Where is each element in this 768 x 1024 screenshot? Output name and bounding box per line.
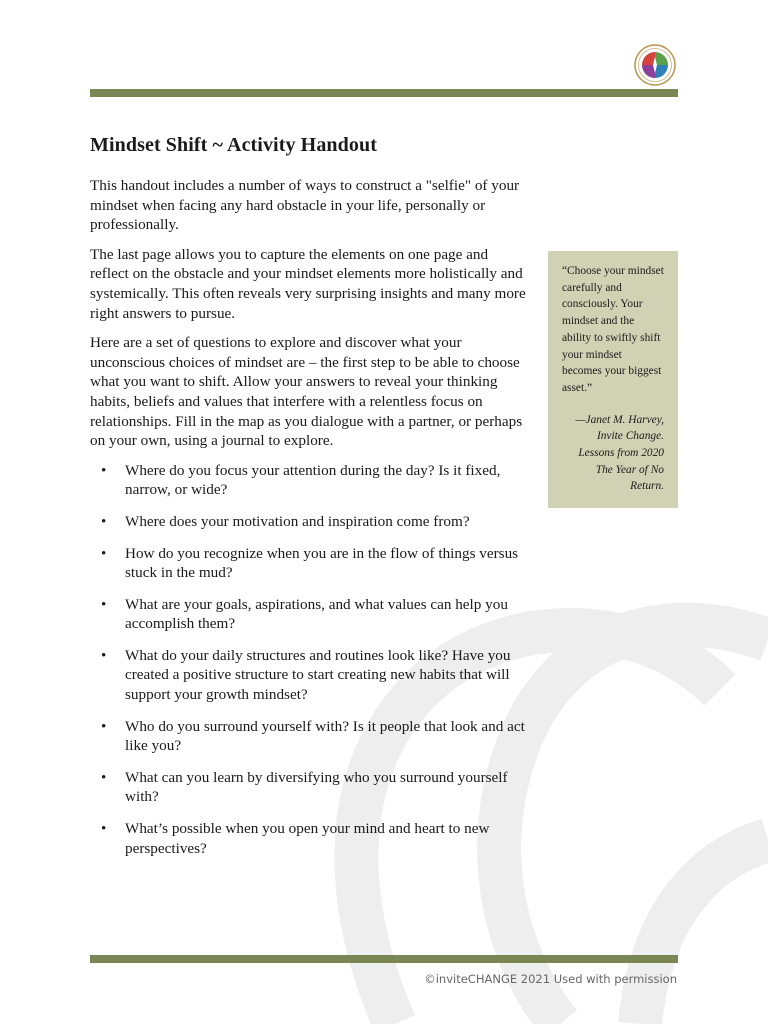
pull-quote-box <box>548 251 678 508</box>
bullet-icon: • <box>101 544 107 562</box>
bullet-icon: • <box>101 820 107 838</box>
quote-text: “Choose your mindset carefully and consciously. Your mindset and the ability to swiftly shift your mindset becomes your biggest asset.” <box>562 265 664 394</box>
questions-intro-paragraph: Here are a set of questions to explore and discover what your unconscious choices of mindset are – the first step to be able to choose what you want to shift. Allow your answers to reveal your thinking habits, beliefs and values that interfere with a relentless focus on relationships. Fill in the map as you dialogue with a partner, or perhaps on your own, using a journal to explore. <box>90 334 523 450</box>
page-title: Mindset Shift ~ Activity Handout <box>90 134 377 156</box>
bullet-icon: • <box>101 461 107 479</box>
footer-copyright: ©inviteCHANGE 2021 Used with permission <box>424 972 677 986</box>
question-text: Where do you focus your attention during the day? Is it fixed, narrow, or wide? <box>125 461 501 499</box>
question-text: What do your daily structures and routines look like? Have you created a positive structure to start creating new habits that will support your growth mindset? <box>125 646 511 704</box>
list-item <box>90 646 530 705</box>
bullet-icon: • <box>101 512 107 530</box>
quote-attribution: —Janet M. Harvey, Invite Change. Lessons from 2020 The Year of No Return. <box>575 413 664 493</box>
bullet-icon: • <box>101 595 107 613</box>
question-text: Who do you surround yourself with? Is it people that look and act like you? <box>125 717 525 755</box>
intro-paragraph: This handout includes a number of ways to construct a "selfie" of your mindset when facing any hard obstacle in your life, personally or professionally. <box>90 177 520 234</box>
bullet-icon: • <box>101 717 107 735</box>
bullet-icon: • <box>101 768 107 786</box>
question-text: How do you recognize when you are in the flow of things versus stuck in the mud? <box>125 544 519 582</box>
header-divider <box>90 89 678 97</box>
body-column <box>90 176 530 870</box>
question-list <box>90 461 530 859</box>
question-text: What can you learn by diversifying who you surround yourself with? <box>125 768 508 806</box>
question-text: What’s possible when you open your mind and heart to new perspectives? <box>125 820 490 857</box>
list-item <box>90 461 530 500</box>
last-page-paragraph: The last page allows you to capture the elements on one page and reflect on the obstacle and your mindset elements more holistically and systemically. This often reveals very surprising insights and many more right answers to pursue. <box>90 245 526 322</box>
list-item <box>90 819 530 858</box>
list-item <box>90 595 530 634</box>
list-item <box>90 512 530 532</box>
list-item <box>90 768 530 807</box>
bullet-icon: • <box>101 646 107 664</box>
list-item <box>90 717 530 756</box>
footer-divider <box>90 955 678 963</box>
question-text: What are your goals, aspirations, and what values can help you accomplish them? <box>125 595 508 633</box>
invitechange-compass-logo-icon <box>633 43 677 87</box>
list-item <box>90 544 530 583</box>
question-text: Where does your motivation and inspiration come from? <box>125 512 470 530</box>
